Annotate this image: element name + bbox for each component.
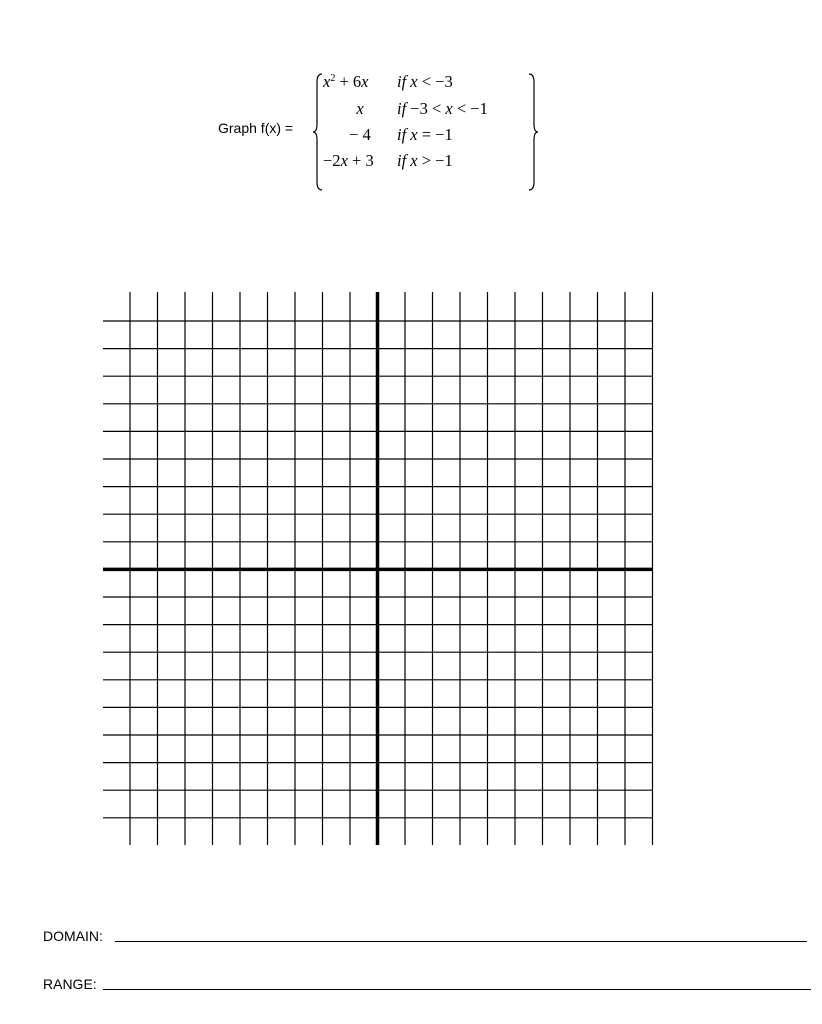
domain-answer-line[interactable] xyxy=(43,928,103,944)
case-condition-4: if x > −1 xyxy=(397,151,453,170)
range-label: RANGE: xyxy=(43,976,97,992)
case-expression-2: x xyxy=(356,99,364,118)
domain-blank[interactable] xyxy=(115,941,807,942)
case-condition-3: if x = −1 xyxy=(397,125,453,144)
domain-label: DOMAIN: xyxy=(43,928,103,944)
problem-prompt: Graph f(x) = xyxy=(218,120,294,136)
range-answer-line[interactable] xyxy=(43,976,97,992)
range-blank[interactable] xyxy=(103,989,811,990)
case-condition-1: if x < −3 xyxy=(397,72,453,91)
case-expression-3: − 4 xyxy=(349,125,371,144)
case-condition-2: if −3 < x < −1 xyxy=(397,99,488,118)
case-expression-1: $x^2 + 6x$ xyxy=(323,72,369,91)
case-expression-4: −2x + 3 xyxy=(323,151,374,170)
